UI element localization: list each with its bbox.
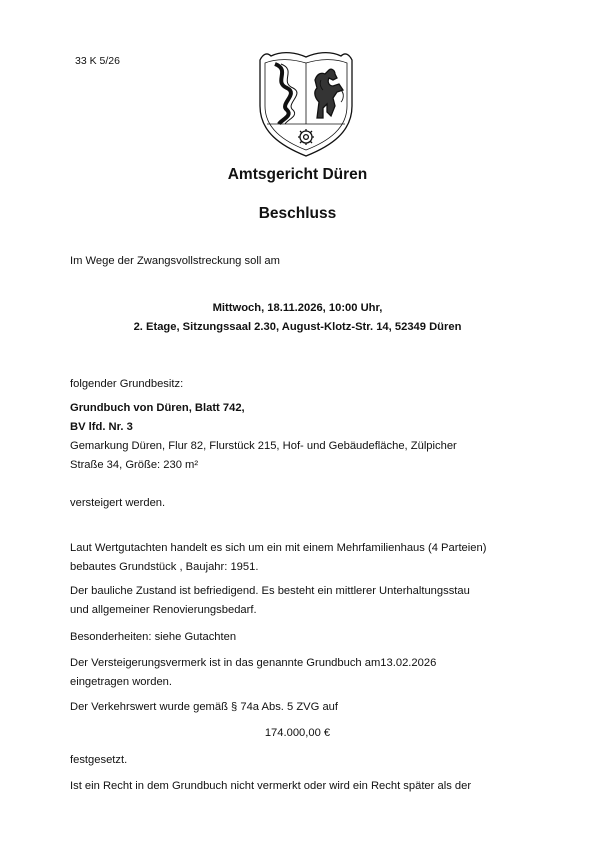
market-value-amount: 174.000,00 € — [264, 727, 331, 739]
rights-line-1: Ist ein Recht in dem Grundbuch nicht vermerkt oder wird ein Recht später als der — [70, 780, 472, 792]
inventory-number: BV lfd. Nr. 3 — [70, 421, 133, 433]
condition-line-1: Der bauliche Zustand ist befriedigend. Es besteht ein mittlerer Unterhaltungsstau — [70, 585, 470, 597]
special-features: Besonderheiten: siehe Gutachten — [70, 631, 237, 643]
appraisal-line-2: bebautes Grundstück , Baujahr: 1951. — [70, 561, 259, 573]
appraisal-line-1: Laut Wertgutachten handelt es sich um ein mit einem Mehrfamilienhaus (4 Parteien) — [70, 542, 487, 554]
appointment-location: 2. Etage, Sitzungssaal 2.30, August-Klotz-Str. 14, 52349 Düren — [133, 321, 462, 333]
document-title: Beschluss — [258, 205, 337, 222]
registration-line-2: eingetragen worden. — [70, 676, 173, 688]
intro-text: Im Wege der Zwangsvollstreckung soll am — [70, 255, 280, 267]
land-register: Grundbuch von Düren, Blatt 742, — [70, 402, 245, 414]
parcel-line-2: Straße 34, Größe: 230 m² — [70, 459, 199, 471]
court-name: Amtsgericht Düren — [227, 166, 368, 183]
market-value-intro: Der Verkehrswert wurde gemäß § 74a Abs. 5 ZVG auf — [70, 701, 339, 713]
case-number: 33 K 5/26 — [75, 55, 120, 67]
condition-line-2: und allgemeiner Renovierungsbedarf. — [70, 604, 257, 616]
parcel-line-1: Gemarkung Düren, Flur 82, Flurstück 215, Hof- und Gebäudefläche, Zülpicher — [70, 440, 457, 452]
auction-statement: versteigert werden. — [70, 497, 166, 509]
property-label: folgender Grundbesitz: — [70, 378, 184, 390]
nrw-coat-of-arms-icon — [257, 50, 355, 158]
appointment-date: Mittwoch, 18.11.2026, 10:00 Uhr, — [212, 302, 383, 314]
fixed-statement: festgesetzt. — [70, 754, 128, 766]
registration-line-1: Der Versteigerungsvermerk ist in das genannte Grundbuch am13.02.2026 — [70, 657, 437, 669]
